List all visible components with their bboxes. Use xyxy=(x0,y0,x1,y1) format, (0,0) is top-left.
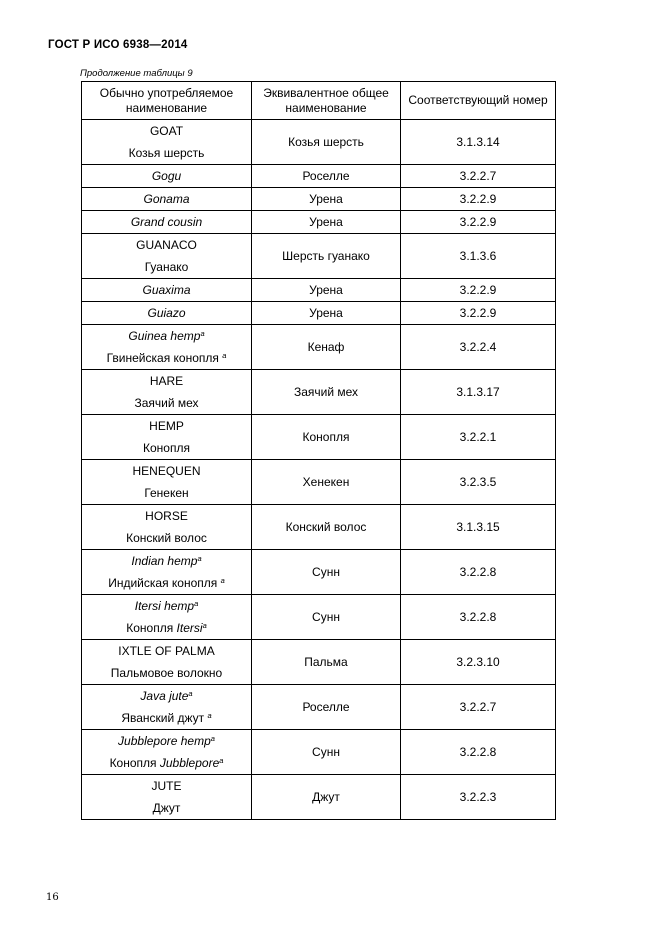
cell-common-name xyxy=(82,279,252,302)
column-header-common-name: Обычно употребляемое наименование xyxy=(82,82,252,120)
cell-equivalent-name: Заячий мех xyxy=(252,370,401,415)
term-text: Gonama xyxy=(143,192,190,206)
term-line xyxy=(84,685,249,707)
term-line xyxy=(84,707,249,729)
term-text: Jubblepore hemp xyxy=(118,734,211,748)
term-line xyxy=(84,165,249,187)
footnote-marker: a xyxy=(188,689,193,698)
cell-number: 3.2.2.9 xyxy=(401,279,556,302)
term-line xyxy=(84,256,249,278)
cell-common-name xyxy=(82,730,252,775)
term-text: Генекен xyxy=(144,486,189,500)
term-line xyxy=(84,775,249,797)
cell-common-name xyxy=(82,685,252,730)
term-text: Indian hemp xyxy=(131,554,198,568)
cell-number: 3.2.2.8 xyxy=(401,595,556,640)
cell-common-name xyxy=(82,505,252,550)
term-text: Конский волос xyxy=(126,531,207,545)
term-line xyxy=(84,120,249,142)
cell-equivalent-name: Конский волос xyxy=(252,505,401,550)
cell-equivalent-name: Урена xyxy=(252,211,401,234)
table-row xyxy=(82,279,556,302)
term-text: Яванский джут xyxy=(121,711,208,725)
cell-common-name xyxy=(82,640,252,685)
column-header-equivalent-name: Эквивалентное общее наименование xyxy=(252,82,401,120)
term-text: Grand cousin xyxy=(130,215,203,229)
cell-number: 3.2.2.4 xyxy=(401,325,556,370)
table-row xyxy=(82,460,556,505)
term-line xyxy=(84,211,249,233)
cell-common-name xyxy=(82,302,252,325)
term-text: Пальмовое волокно xyxy=(110,666,223,680)
column-header-number: Соответствующий номер xyxy=(401,82,556,120)
term-line xyxy=(84,279,249,301)
term-line xyxy=(84,234,249,256)
cell-number: 3.2.2.8 xyxy=(401,730,556,775)
term-text-italic: Itersi xyxy=(176,621,203,635)
table-row xyxy=(82,685,556,730)
cell-equivalent-name: Урена xyxy=(252,279,401,302)
term-text: Индийская конопля xyxy=(108,576,221,590)
term-text: Gogu xyxy=(151,169,182,183)
term-line xyxy=(84,347,249,369)
cell-equivalent-name: Сунн xyxy=(252,730,401,775)
term-text: Конопля xyxy=(126,621,177,635)
table-row xyxy=(82,775,556,820)
term-text: Guinea hemp xyxy=(128,329,201,343)
cell-number: 3.2.2.7 xyxy=(401,165,556,188)
table-row xyxy=(82,188,556,211)
cell-number: 3.2.2.9 xyxy=(401,188,556,211)
cell-common-name xyxy=(82,415,252,460)
term-text: Guiazo xyxy=(147,306,186,320)
table-caption: Продолжение таблицы 9 xyxy=(80,68,193,79)
cell-number: 3.2.2.9 xyxy=(401,211,556,234)
table-row xyxy=(82,370,556,415)
term-line xyxy=(84,640,249,662)
cell-equivalent-name: Урена xyxy=(252,188,401,211)
cell-number: 3.1.3.17 xyxy=(401,370,556,415)
cell-common-name xyxy=(82,370,252,415)
footnote-marker: a xyxy=(194,599,199,608)
term-line xyxy=(84,527,249,549)
cell-common-name xyxy=(82,120,252,165)
cell-number: 3.2.2.7 xyxy=(401,685,556,730)
cell-equivalent-name: Хенекен xyxy=(252,460,401,505)
footnote-marker: a xyxy=(207,711,212,720)
term-line xyxy=(84,662,249,684)
term-text: HORSE xyxy=(145,509,188,523)
cell-common-name xyxy=(82,188,252,211)
term-text: Джут xyxy=(152,801,181,815)
term-text: HARE xyxy=(149,374,184,388)
cell-common-name xyxy=(82,211,252,234)
cell-common-name xyxy=(82,234,252,279)
term-line xyxy=(84,325,249,347)
footnote-marker: a xyxy=(210,734,215,743)
table-row xyxy=(82,120,556,165)
term-line xyxy=(84,752,249,774)
table-body xyxy=(82,120,556,820)
cell-equivalent-name: Сунн xyxy=(252,550,401,595)
cell-common-name xyxy=(82,460,252,505)
term-line xyxy=(84,617,249,639)
term-line xyxy=(84,392,249,414)
term-line xyxy=(84,370,249,392)
cell-number: 3.1.3.15 xyxy=(401,505,556,550)
cell-equivalent-name: Роселле xyxy=(252,165,401,188)
term-text: IXTLE OF PALMA xyxy=(118,644,215,658)
cell-number: 3.2.3.10 xyxy=(401,640,556,685)
footnote-marker: a xyxy=(200,329,205,338)
term-text: Guaxima xyxy=(142,283,191,297)
term-line xyxy=(84,797,249,819)
cell-equivalent-name: Кенаф xyxy=(252,325,401,370)
term-line xyxy=(84,142,249,164)
term-text: JUTE xyxy=(151,779,182,793)
term-text: Itersi hemp xyxy=(134,599,195,613)
table-row xyxy=(82,505,556,550)
term-text-italic: Jubblepore xyxy=(159,756,220,770)
term-line xyxy=(84,505,249,527)
table-header-row xyxy=(82,82,556,120)
term-line xyxy=(84,188,249,210)
term-text: Гвинейская конопля xyxy=(106,351,223,365)
table-row xyxy=(82,165,556,188)
cell-number: 3.2.2.1 xyxy=(401,415,556,460)
term-line xyxy=(84,460,249,482)
cell-equivalent-name: Шерсть гуанако xyxy=(252,234,401,279)
document-header: ГОСТ Р ИСО 6938—2014 xyxy=(48,39,188,51)
term-text: Конопля xyxy=(143,441,190,455)
table-row xyxy=(82,234,556,279)
cell-number: 3.2.2.9 xyxy=(401,302,556,325)
table-row xyxy=(82,550,556,595)
term-text: GUANACO xyxy=(136,238,197,252)
term-line xyxy=(84,415,249,437)
footnote-marker: a xyxy=(220,576,225,585)
term-text: Заячий мех xyxy=(134,396,199,410)
term-line xyxy=(84,595,249,617)
table-row xyxy=(82,211,556,234)
cell-common-name xyxy=(82,775,252,820)
cell-common-name xyxy=(82,550,252,595)
cell-equivalent-name: Пальма xyxy=(252,640,401,685)
term-text: GOAT xyxy=(149,124,184,138)
table-row xyxy=(82,415,556,460)
footnote-marker: a xyxy=(197,554,202,563)
table-row xyxy=(82,302,556,325)
term-line xyxy=(84,572,249,594)
cell-number: 3.1.3.14 xyxy=(401,120,556,165)
term-text: HENEQUEN xyxy=(132,464,201,478)
cell-equivalent-name: Сунн xyxy=(252,595,401,640)
footnote-marker: a xyxy=(202,621,207,630)
term-text: Гуанако xyxy=(144,260,189,274)
cell-common-name xyxy=(82,595,252,640)
table-row xyxy=(82,325,556,370)
term-line xyxy=(84,437,249,459)
table-row xyxy=(82,595,556,640)
cell-number: 3.2.2.8 xyxy=(401,550,556,595)
table-row xyxy=(82,730,556,775)
term-line xyxy=(84,482,249,504)
term-line xyxy=(84,302,249,324)
cell-number: 3.1.3.6 xyxy=(401,234,556,279)
term-text: Козья шерсть xyxy=(128,146,205,160)
term-line xyxy=(84,550,249,572)
footnote-marker: a xyxy=(219,756,224,765)
page-number: 16 xyxy=(46,892,59,903)
term-line xyxy=(84,730,249,752)
cell-equivalent-name: Джут xyxy=(252,775,401,820)
cell-common-name xyxy=(82,325,252,370)
cell-common-name xyxy=(82,165,252,188)
fiber-names-table xyxy=(81,81,556,820)
term-text: Java jute xyxy=(140,689,189,703)
cell-number: 3.2.2.3 xyxy=(401,775,556,820)
table-row xyxy=(82,640,556,685)
footnote-marker: a xyxy=(222,351,227,360)
cell-number: 3.2.3.5 xyxy=(401,460,556,505)
cell-equivalent-name: Урена xyxy=(252,302,401,325)
cell-equivalent-name: Козья шерсть xyxy=(252,120,401,165)
term-text: Конопля xyxy=(109,756,160,770)
cell-equivalent-name: Роселле xyxy=(252,685,401,730)
cell-equivalent-name: Конопля xyxy=(252,415,401,460)
term-text: HEMP xyxy=(149,419,184,433)
